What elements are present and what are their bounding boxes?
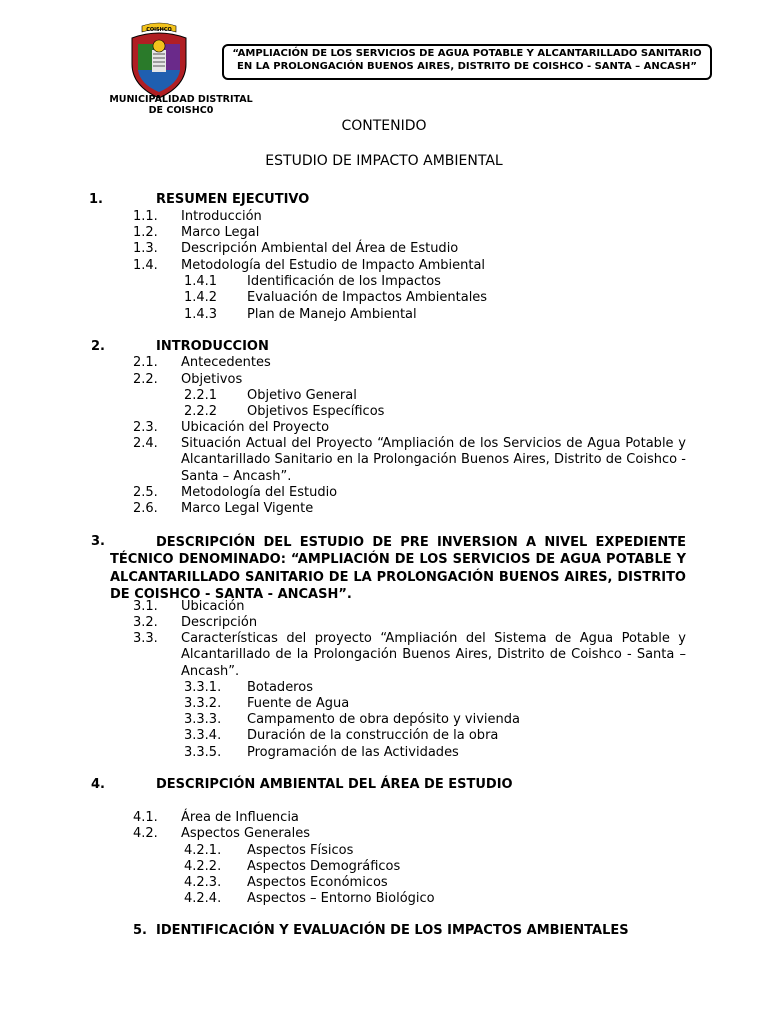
toc-section-title: INTRODUCCION	[156, 339, 269, 354]
toc-item-number: 2.2.	[133, 372, 158, 387]
toc-item-number: 2.5.	[133, 485, 158, 500]
project-title-box: “AMPLIACIÓN DE LOS SERVICIOS DE AGUA POTABLE Y ALCANTARILLADO SANITARIO EN LA PROLONGACIÓN BUENOS AIRES, DISTRITO DE COISHCO - SANTA – ANCASH”	[222, 44, 712, 80]
toc-section-title: DESCRIPCIÓN AMBIENTAL DEL ÁREA DE ESTUDIO	[156, 777, 513, 792]
toc-section-title: IDENTIFICACIÓN Y EVALUACIÓN DE LOS IMPACTOS AMBIENTALES	[156, 923, 629, 938]
toc-item-number: 3.2.	[133, 615, 158, 630]
toc-item-text: Ubicación del Proyecto	[181, 420, 330, 435]
toc-item-number: 4.1.	[133, 810, 158, 825]
toc-subitem-text: Identificación de los Impactos	[247, 274, 441, 289]
toc-item-text: Ubicación	[181, 599, 245, 614]
toc-item-number: 1.3.	[133, 241, 158, 256]
toc-item-text: Situación Actual del Proyecto “Ampliación de los Servicios de Agua Potable y Alcantarillado Sanitario en la Prolongación Buenos Aires, Distrito de Coishco - Santa – Ancash”.	[181, 436, 686, 484]
toc-item-text: Antecedentes	[181, 355, 271, 370]
toc-subitem-number: 1.4.1	[184, 274, 218, 289]
toc-subitem-number: 1.4.3	[184, 307, 218, 322]
municipality-name: MUNICIPALIDAD DISTRITAL DE COISHC0	[109, 94, 253, 116]
toc-subitem-text: Aspectos Económicos	[247, 875, 388, 890]
toc-item-text: Aspectos Generales	[181, 826, 311, 841]
heading-estudio: ESTUDIO DE IMPACTO AMBIENTAL	[265, 153, 503, 169]
toc-subitem-text: Aspectos – Entorno Biológico	[247, 891, 435, 906]
toc-section-number: 2.	[91, 339, 105, 354]
toc-item-number: 3.1.	[133, 599, 158, 614]
toc-subitem-number: 4.2.1.	[184, 843, 222, 858]
toc-section-number: 1.	[89, 192, 103, 207]
toc-subitem-number: 3.3.3.	[184, 712, 222, 727]
toc-subitem-number: 1.4.2	[184, 290, 218, 305]
municipality-logo	[124, 20, 194, 100]
toc-section-title: DESCRIPCIÓN DEL ESTUDIO DE PRE INVERSION A NIVEL EXPEDIENTE TÉCNICO DENOMINADO: “AMPLIACIÓN DE LOS SERVICIOS DE AGUA POTABLE Y ALCANTARILLADO SANITARIO DE LA PROLONGACIÓN BUENOS AIRES, DISTRITO DE COISHCO - SANTA - ANCASH”.	[110, 535, 686, 602]
toc-item-text: Marco Legal	[181, 225, 260, 240]
toc-item-text: Área de Influencia	[181, 810, 299, 825]
toc-section-number: 4.	[91, 777, 105, 792]
toc-item-text: Descripción Ambiental del Área de Estudio	[181, 241, 459, 256]
logo-banner: COISHCO	[146, 27, 172, 33]
toc-item-number: 3.3.	[133, 631, 158, 646]
toc-subitem-number: 2.2.2	[184, 404, 218, 419]
toc-subitem-number: 3.3.4.	[184, 728, 222, 743]
toc-item-text: Introducción	[181, 209, 262, 224]
toc-subitem-text: Botaderos	[247, 680, 313, 695]
toc-subitem-text: Objetivos Específicos	[247, 404, 385, 419]
toc-subitem-text: Duración de la construcción de la obra	[247, 728, 499, 743]
toc-subitem-text: Objetivo General	[247, 388, 357, 403]
toc-item-text: Objetivos	[181, 372, 243, 387]
toc-subitem-number: 4.2.3.	[184, 875, 222, 890]
toc-item-number: 2.4.	[133, 436, 158, 451]
toc-section-number: 3.	[91, 534, 105, 549]
toc-item-number: 4.2.	[133, 826, 158, 841]
toc-item-text: Características del proyecto “Ampliación del Sistema de Agua Potable y Alcantarillado de la Prolongación Buenos Aires, Distrito de Coishco - Santa – Ancash”.	[181, 631, 686, 679]
toc-subitem-number: 3.3.1.	[184, 680, 222, 695]
toc-subitem-text: Campamento de obra depósito y vivienda	[247, 712, 520, 727]
toc-item-number: 2.3.	[133, 420, 158, 435]
toc-item-number: 1.2.	[133, 225, 158, 240]
toc-subitem-text: Plan de Manejo Ambiental	[247, 307, 417, 322]
toc-item-text: Marco Legal Vigente	[181, 501, 314, 516]
toc-subitem-number: 2.2.1	[184, 388, 218, 403]
toc-item-number: 2.6.	[133, 501, 158, 516]
heading-contenido: CONTENIDO	[341, 118, 427, 134]
toc-subitem-text: Aspectos Demográficos	[247, 859, 401, 874]
toc-subitem-text: Aspectos Físicos	[247, 843, 354, 858]
toc-subitem-number: 3.3.5.	[184, 745, 222, 760]
toc-subitem-text: Evaluación de Impactos Ambientales	[247, 290, 488, 305]
toc-item-text: Metodología del Estudio de Impacto Ambiental	[181, 258, 486, 273]
toc-subitem-number: 3.3.2.	[184, 696, 222, 711]
toc-item-number: 2.1.	[133, 355, 158, 370]
toc-item-number: 1.1.	[133, 209, 158, 224]
toc-subitem-text: Fuente de Agua	[247, 696, 350, 711]
toc-subitem-number: 4.2.4.	[184, 891, 222, 906]
toc-subitem-number: 4.2.2.	[184, 859, 222, 874]
toc-item-text: Descripción	[181, 615, 258, 630]
toc-section-title: RESUMEN EJECUTIVO	[156, 192, 310, 207]
toc-subitem-text: Programación de las Actividades	[247, 745, 459, 760]
toc-section-number: 5.	[133, 923, 147, 938]
toc-item-text: Metodología del Estudio	[181, 485, 338, 500]
toc-item-number: 1.4.	[133, 258, 158, 273]
